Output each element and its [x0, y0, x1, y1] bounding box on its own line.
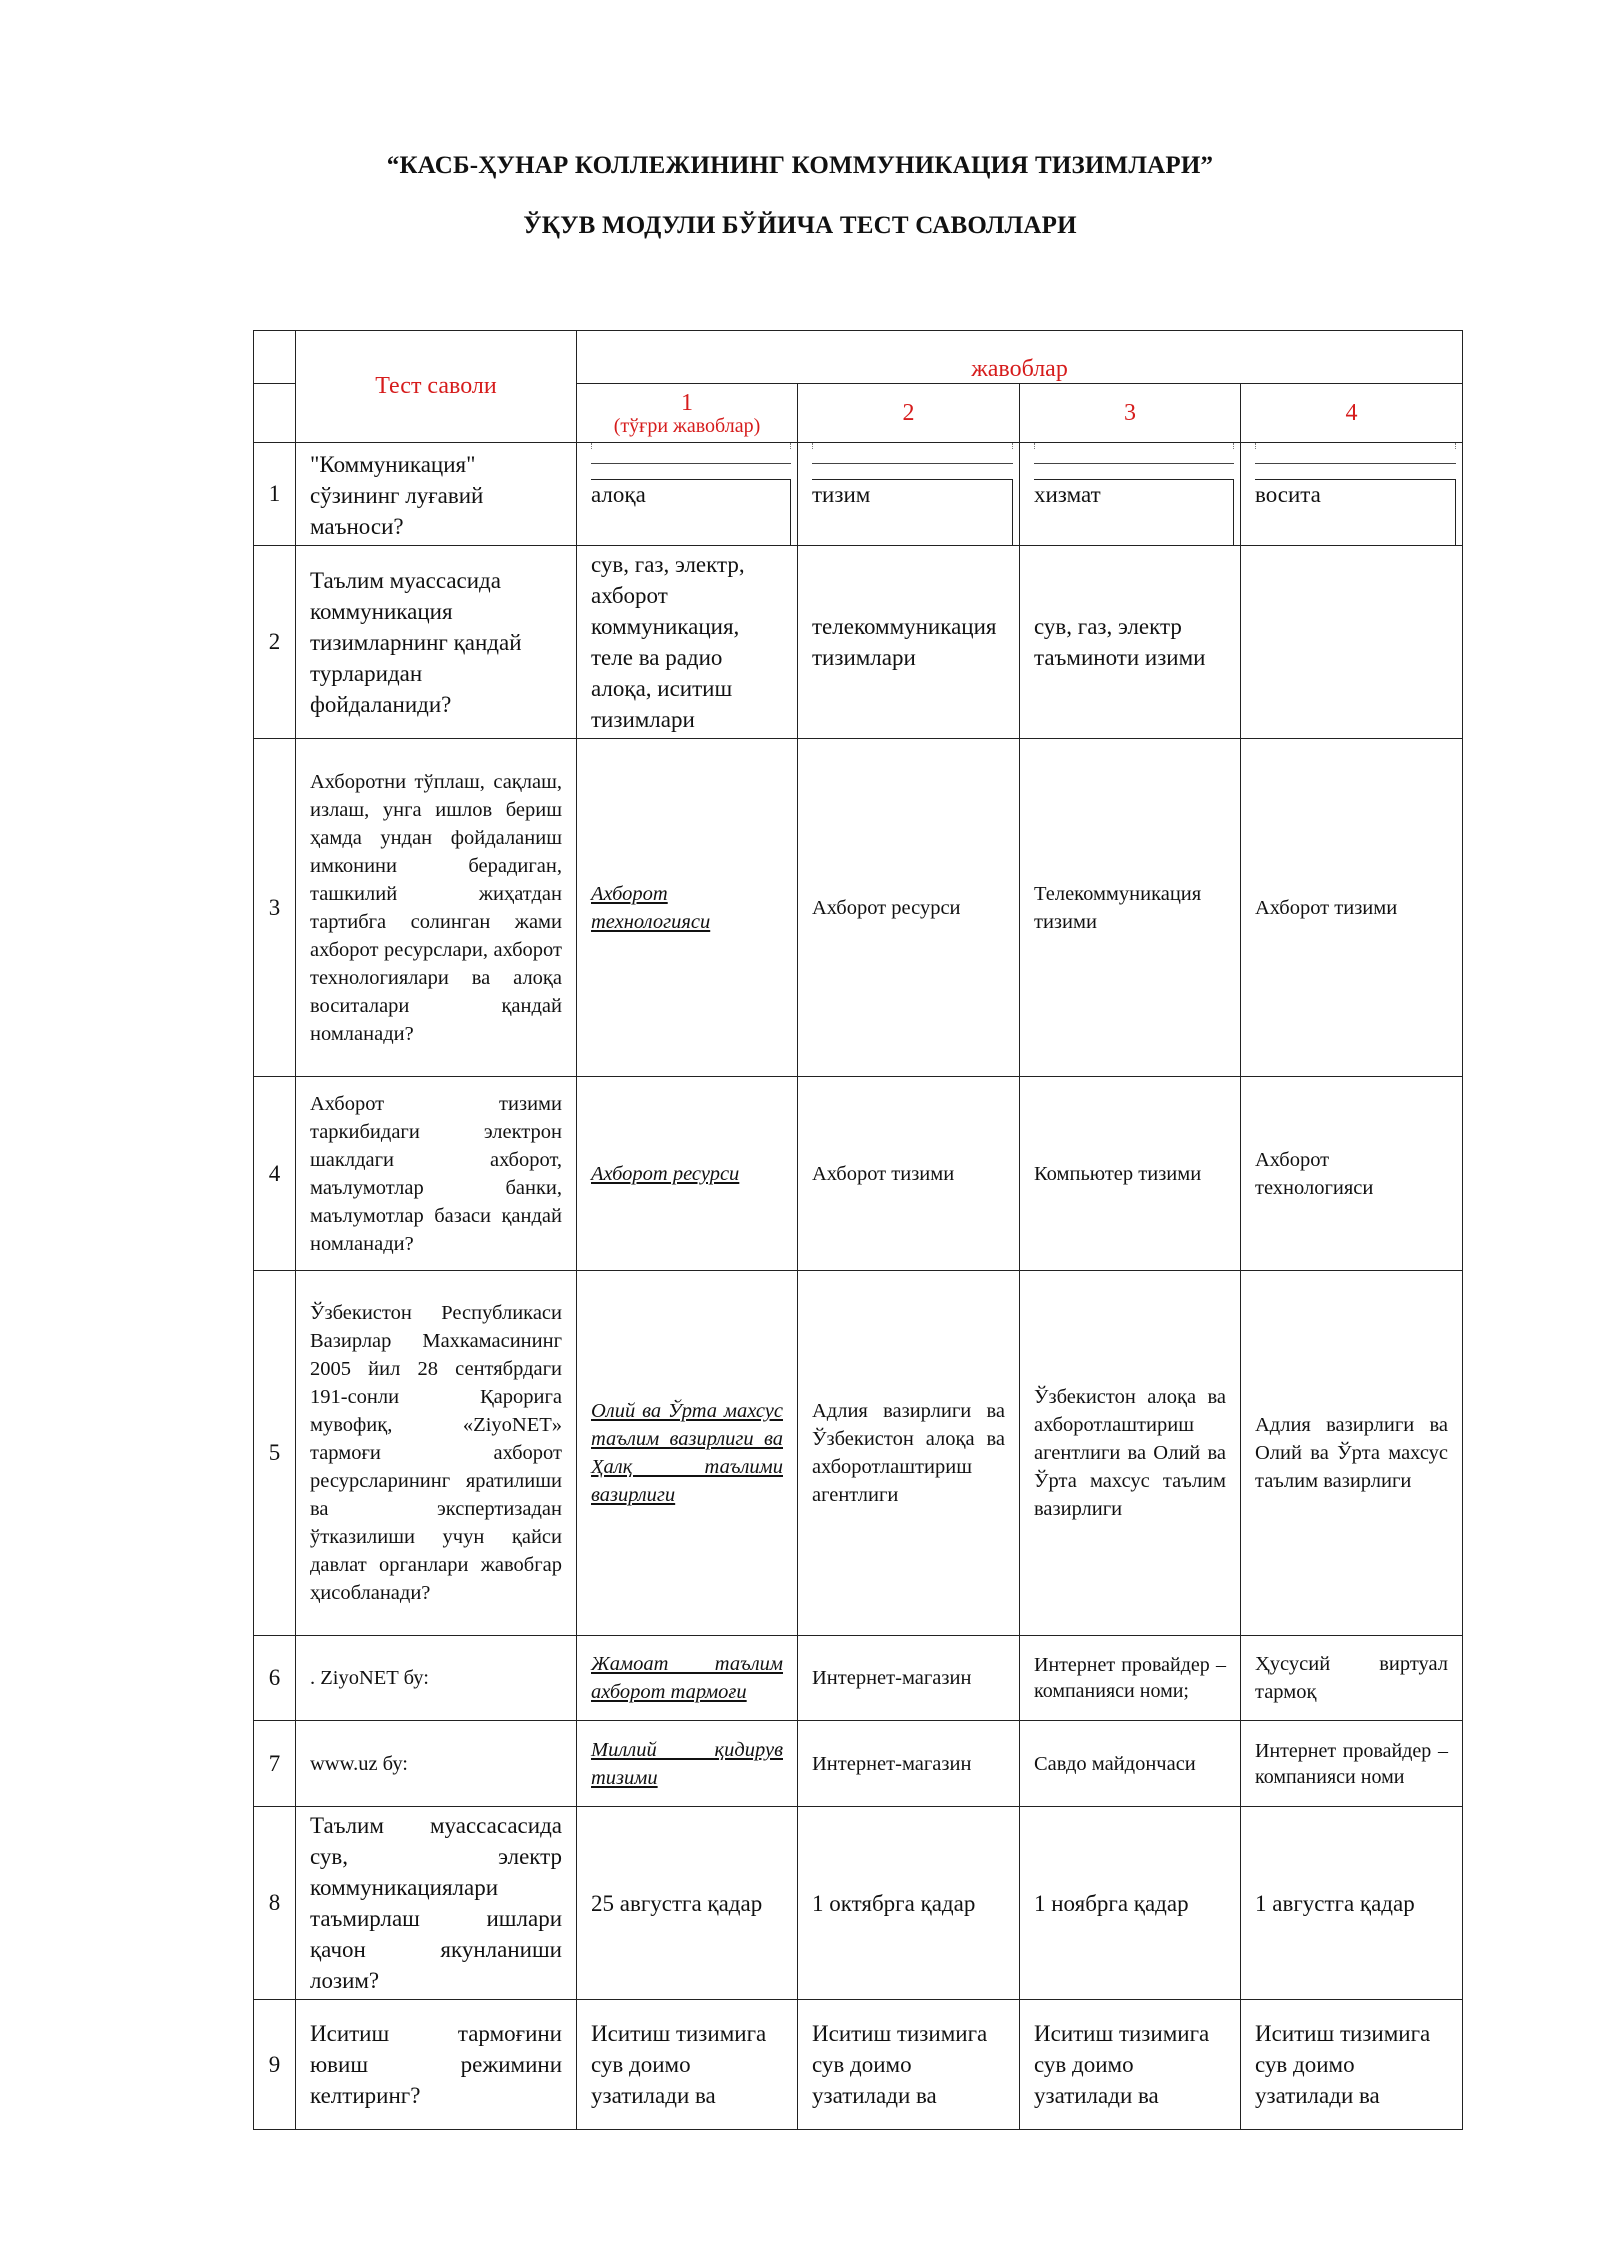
test-questions-table: [253, 330, 1463, 2130]
answer-text: алоқа: [591, 481, 646, 507]
row-number: 8: [254, 1807, 296, 2000]
answer-text: тизим: [812, 481, 871, 507]
answer-4-cell: Адлия вазирлиги ва Олий ва Ўрта махсус таълим вазирлиги: [1241, 1271, 1463, 1636]
answer-4-cell: Ахборот тизими: [1241, 739, 1463, 1077]
answer-4-cell: Интернет провайдер – компанияси номи: [1241, 1721, 1463, 1807]
answer-2-cell: Интернет-магазин: [798, 1721, 1020, 1807]
table-row: [254, 1271, 1463, 1636]
answer-1-cell: Ахборот ресурси: [577, 1077, 798, 1271]
row-number: 5: [254, 1271, 296, 1636]
answer-1-cell: Жамоат таълим ахборот тармоғи: [577, 1636, 798, 1721]
document-title-line2: ЎҚУВ МОДУЛИ БЎЙИЧА ТЕСТ САВОЛЛАРИ: [523, 212, 1077, 239]
row-number: 1: [254, 443, 296, 546]
answer-3-cell: Телекоммуникация тизими: [1020, 739, 1241, 1077]
header-col1: 1 (тўғри жавоблар): [577, 384, 798, 443]
answer-1-cell: сув, газ, электр, ахборот коммуникация, теле ва радио алоқа, иситиш тизимлари: [577, 546, 798, 739]
answer-4-cell: [1241, 546, 1463, 739]
answer-4-cell: Ҳусусий виртуал тармоқ: [1241, 1636, 1463, 1721]
answer-1-cell: Олий ва Ўрта махсус таълим вазирлиги ва Ҳалқ таълими вазирлиги: [577, 1271, 798, 1636]
answer-text: хизмат: [1034, 481, 1101, 507]
question-cell: . ZiyoNET бу:: [296, 1636, 577, 1721]
answer-2-cell: Интернет-магазин: [798, 1636, 1020, 1721]
question-cell: Ахборот тизими таркибидаги электрон шаклдаги ахборот, маълумотлар банки, маълумотлар базаси қандай номланади?: [296, 1077, 577, 1271]
question-cell: "Коммуникация" сўзининг луғавий маъноси?: [296, 443, 577, 546]
table-row: [254, 1721, 1463, 1807]
header-col2: 2: [798, 384, 1020, 443]
answer-1-cell: 25 августга қадар: [577, 1807, 798, 2000]
row-number: 7: [254, 1721, 296, 1807]
answer-2-cell: 1 октябрга қадар: [798, 1807, 1020, 2000]
header-answers: жавоблар: [577, 331, 1463, 384]
table-row: [254, 1636, 1463, 1721]
document-title-line1: “КАСБ-ҲУНАР КОЛЛЕЖИНИНГ КОММУНИКАЦИЯ ТИЗИМЛАРИ”: [386, 152, 1214, 179]
table-row: [254, 1077, 1463, 1271]
answer-3-cell: Ўзбекистон алоқа ва ахборотлаштириш агентлиги ва Олий ва Ўрта махсус таълим вазирлиги: [1020, 1271, 1241, 1636]
table-row: [254, 2000, 1463, 2130]
row-number: 6: [254, 1636, 296, 1721]
answer-3-cell: [1020, 443, 1241, 546]
answer-1-cell: Ахборот технологияси: [577, 739, 798, 1077]
answer-1-cell: [577, 443, 798, 546]
header-num-cell: [254, 384, 296, 443]
header-col1-note: (тўғри жавоблар): [613, 415, 761, 437]
answer-3-cell: Интернет провайдер – компанияси номи;: [1020, 1636, 1241, 1721]
answer-3-cell: Савдо майдончаси: [1020, 1721, 1241, 1807]
answer-2-cell: [798, 443, 1020, 546]
answer-3-cell: сув, газ, электр таъминоти изими: [1020, 546, 1241, 739]
header-col4: 4: [1241, 384, 1463, 443]
answer-4-cell: Ахборот технологияси: [1241, 1077, 1463, 1271]
header-row-top: [254, 331, 1463, 384]
table-row: [254, 546, 1463, 739]
question-cell: Таълим муассасида коммуникация тизимларнинг қандай турларидан фойдаланиди?: [296, 546, 577, 739]
table-row: [254, 443, 1463, 546]
answer-4-cell: Иситиш тизимига сув доимо узатилади ва: [1241, 2000, 1463, 2130]
row-number: 3: [254, 739, 296, 1077]
table-row: [254, 1807, 1463, 2000]
answer-2-cell: Иситиш тизимига сув доимо узатилади ва: [798, 2000, 1020, 2130]
answer-2-cell: Ахборот тизими: [798, 1077, 1020, 1271]
row-number: 4: [254, 1077, 296, 1271]
answer-1-cell: Иситиш тизимига сув доимо узатилади ва: [577, 2000, 798, 2130]
answer-4-cell: [1241, 443, 1463, 546]
answer-3-cell: 1 ноябрга қадар: [1020, 1807, 1241, 2000]
answer-3-cell: Иситиш тизимига сув доимо узатилади ва: [1020, 2000, 1241, 2130]
answer-2-cell: Ахборот ресурси: [798, 739, 1020, 1077]
answer-3-cell: Компьютер тизими: [1020, 1077, 1241, 1271]
answer-2-cell: телекоммуникация тизимлари: [798, 546, 1020, 739]
answer-1-cell: Миллий қидирув тизими: [577, 1721, 798, 1807]
answer-2-cell: Адлия вазирлиги ва Ўзбекистон алоқа ва ахборотлаштириш агентлиги: [798, 1271, 1020, 1636]
row-number: 9: [254, 2000, 296, 2130]
header-question: Тест саволи: [296, 331, 577, 443]
answer-4-cell: 1 августга қадар: [1241, 1807, 1463, 2000]
header-col3: 3: [1020, 384, 1241, 443]
question-cell: Ўзбекистон Республикаси Вазирлар Махкамасининг 2005 йил 28 сентябрдаги 191-сонли Қарорига мувофиқ, «ZiyoNET» тармоғи ахборот ресурсларининг яратилиши ва экспертизадан ўтказилиши учун қайси давлат органлари жавобгар ҳисобланади?: [296, 1271, 577, 1636]
question-cell: Ахборотни тўплаш, сақлаш, излаш, унга ишлов бериш ҳамда ундан фойдаланиш имконини берадиган, ташкилий жиҳатдан тартибга солинган жами ахборот ресурслари, ахборот технологиялари ва алоқа воситалари қандай номланади?: [296, 739, 577, 1077]
table-row: [254, 739, 1463, 1077]
answer-text: восита: [1255, 481, 1321, 507]
row-number: 2: [254, 546, 296, 739]
header-corner-cell: [254, 331, 296, 384]
question-cell: Таълим муассасасида сув, электр коммуникациялари таъмирлаш ишлари қачон якунланиши лозим?: [296, 1807, 577, 2000]
question-cell: Иситиш тармоғини ювиш режимини келтиринг?: [296, 2000, 577, 2130]
question-cell: www.uz бу:: [296, 1721, 577, 1807]
